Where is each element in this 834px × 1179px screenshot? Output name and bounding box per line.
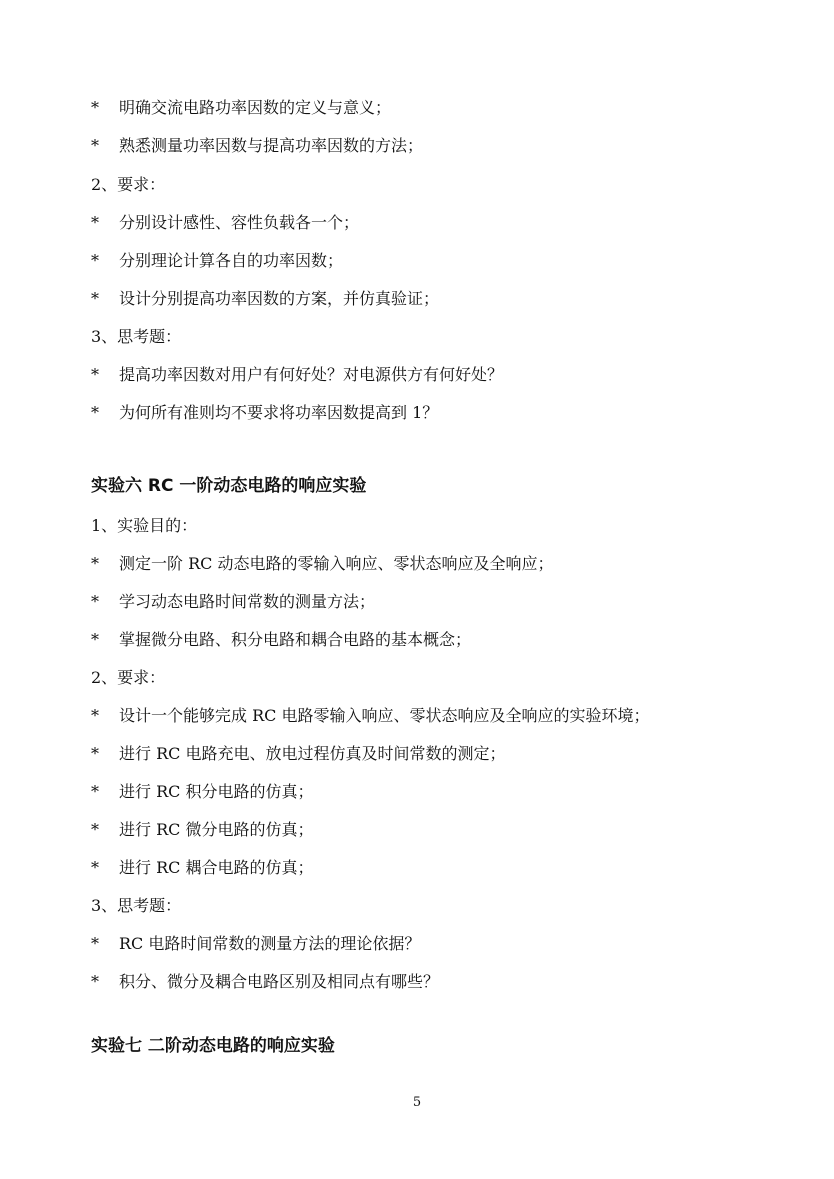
list-item: * 学习动态电路时间常数的测量方法； [91,592,376,611]
bullet-mark: * [91,365,99,384]
bullet-mark: * [91,251,99,270]
list-item: * 设计一个能够完成 RC 电路零输入响应、零状态响应及全响应的实验环境； [91,706,650,725]
list-item: * 分别设计感性、容性负载各一个； [91,213,360,232]
section-label: 3、思考题： [91,327,182,346]
bullet-mark: * [91,744,99,763]
bullet-mark: * [91,289,99,308]
list-item: * 积分、微分及耦合电路区别及相同点有哪些？ [91,972,440,991]
list-item: * 测定一阶 RC 动态电路的零输入响应、零状态响应及全响应； [91,554,554,573]
list-item: * 掌握微分电路、积分电路和耦合电路的基本概念； [91,630,472,649]
bullet-mark: * [91,782,99,801]
bullet-mark: * [91,972,99,991]
bullet-mark: * [91,213,99,232]
bullet-mark: * [91,98,99,117]
page-number: 5 [412,1095,422,1110]
bullet-mark: * [91,554,99,573]
bullet-mark: * [91,706,99,725]
section-label: 1、实验目的： [91,516,198,535]
list-item: * 进行 RC 积分电路的仿真； [91,782,314,801]
list-item: * 进行 RC 电路充电、放电过程仿真及时间常数的测定； [91,744,506,763]
list-item: * 设计分别提高功率因数的方案，并仿真验证； [91,289,440,308]
list-item: * 进行 RC 耦合电路的仿真； [91,858,314,877]
bullet-mark: * [91,592,99,611]
section-label: 3、思考题： [91,896,182,915]
list-item: * 提高功率因数对用户有何好处？对电源供方有何好处？ [91,365,504,384]
bullet-mark: * [91,858,99,877]
list-item: * 分别理论计算各自的功率因数； [91,251,344,270]
list-item: * 为何所有准则均不要求将功率因数提高到 1？ [91,403,439,422]
section-label: 2、要求： [91,175,166,194]
section-heading-exp6: 实验六 RC 一阶动态电路的响应实验 [91,476,367,496]
section-heading-exp7: 实验七 二阶动态电路的响应实验 [91,1036,335,1056]
section-label: 2、要求： [91,668,166,687]
bullet-mark: * [91,136,99,155]
bullet-mark: * [91,630,99,649]
list-item: * 明确交流电路功率因数的定义与意义； [91,98,392,117]
list-item: * 熟悉测量功率因数与提高功率因数的方法； [91,136,424,155]
bullet-mark: * [91,934,99,953]
bullet-mark: * [91,403,99,422]
bullet-mark: * [91,820,99,839]
list-item: * 进行 RC 微分电路的仿真； [91,820,314,839]
list-item: * RC 电路时间常数的测量方法的理论依据？ [91,934,421,953]
